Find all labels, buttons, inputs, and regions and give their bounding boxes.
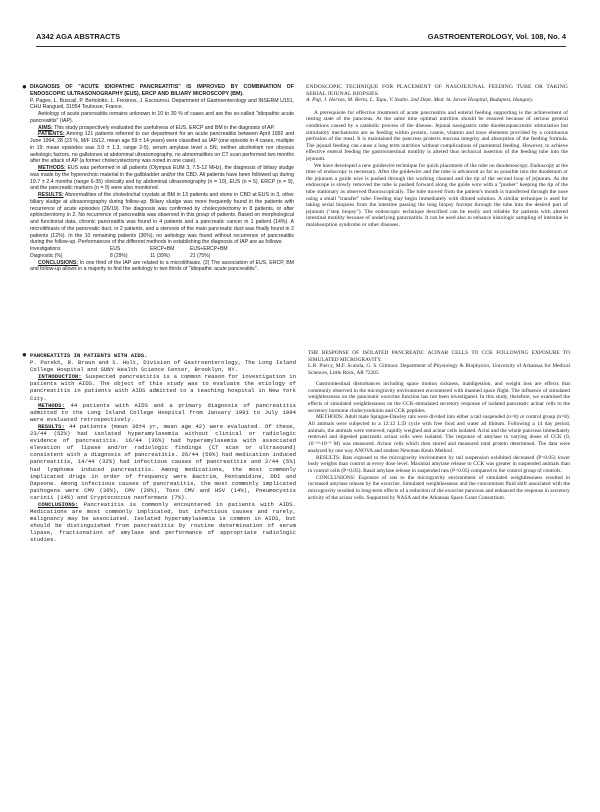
table-cell: Investigations <box>30 246 61 252</box>
abstract-section-conclusions <box>30 260 294 274</box>
abstract-paragraph: We have developed a new guidewire technique for quick placement of the tube on duodenoscopy. Endoscopy at the time of endoscopy is necessary. After the guidewire and the tube is advanced as far as possible into the duodenum or the jejunum a guide wire is pushed through the working channel and the tip of the second loop of jejunum. As the endoscope is slowly removed the tube is pushed forward along the guide wire with a "pusher" keeping the tip of the tube stationary as observed fluoroscopically. The tube moved from the patient's mouth is transferred through the nose using a small "transfer" tube. Feeding may begin immediately with diluted solution. A similar technique is used for taking serial biopsies from the intestine passing the long biopsy forceps through the tube into the desired part of jejunum ("step biopsy"). The endoscopic technique described can be easily and reliable for patients with altered intestinal motility because of underlying pancreatitis. It can be used also to enhance histologic sampling of intestine in malabsorption syndrome or other diseases. <box>306 162 568 228</box>
section-text: Suspected pancreatitis is a common reason for investigation in patients with AIDS. The object of this study was to evaluate the etiology of pancreatitis in patients with AIDS admitted to a teaching hospital in New York City. <box>30 373 296 402</box>
abstract-paragraph: A prerequisite for effective treatment of acute pancreatitis and enteral feeding supporting is the achievement of resting state of the pancreas. At the same time optimal nutrition should be ensured because of serious general conditions caused by a catabolic process of the disease. Jejunal nasogastric tube duodenopancreatic stimulation but simulatory mechanisms are as feeding within protein, casein, vitamin and trace elements provided by a continuous perfusion of the meal. It is maintained the pancreas protects mucosa integrity and absorption of the feeding formula. The jejunal feeding can cause a long term nutrition without complications of parenteral feeding. However, to achieve effective enteral feeding the gastrointestinal motility is altered thus technical insertion of the feeding tube into the jejunum. <box>306 109 568 162</box>
abstract-paragraph: RESULTS: Rats exposed to the microgravity environment by tail suspension exhibited decreased (P<0.05) lower body weights than control at every dose level. Maximal amylase release to CCK was greater in suspended animals than in control cells (P<0.05). Basal amylase release in suspended rats (P<0.05) compared to the control group of controls. <box>308 454 570 474</box>
table-cell: EUS+ERCP+BM <box>190 246 228 252</box>
section-text: Among 121 patients referred to our department for an acute pancreatitis between April 1992 and June 1994, 28 (23 %, M/F 16/12, mean age 59 ± 14 years) were classified as IAP (one episode in 4 cases, multiple in 19; mean episodes was 3.0 ± 1.3, range 2-5), serum amylase level ≥ 5N, neither alcoholism nor obvious aetiologic factors, no gallstones at abdominal ultrasonography, no abnormalities on CT scan performed two months after the attack of AP (a former cholecystectomy was noted in one case). <box>30 131 294 165</box>
abstract-section-patients <box>30 131 294 165</box>
section-label: AIMS: <box>38 124 53 131</box>
abstract-body <box>306 110 568 229</box>
abstract-title: THE RESPONSE OF ISOLATED PANCREATIC ACINAR CELLS TO CCK FOLLOWING EXPOSURE TO SIMULATED MICROGRAVITY. <box>308 350 570 363</box>
abstract-paragraph: METHODS: Adult male Sprague-Dawley rats were divided into either a tail suspended (n=8) or control group (n=8). All animals were subjected to a 12:12 L:D cycle with free food and water ad libitum. Following a 14 day period, animals, the animals were removed, rapidly weighed and acinar cells isolated. Acini and the whole pancreas immediately removed and digested pancreatic acinar cells were isolated. The response of amylase to varying doses of CCK (0, 10⁻¹³-10⁻⁹ M) was measured. Acinar cells which then stored and measured total protein determined. The data were analyzed by one way ANOVA and student Newman Keuls Method. <box>308 414 570 454</box>
abstract-title: PANCREATITIS IN PATIENTS WITH AIDS. <box>30 352 148 359</box>
results-table <box>30 246 294 260</box>
section-text: This study prospectively evaluated the usefulness of EUS, ERCP and BM in the diagnosis of AP. <box>54 124 275 131</box>
abstract-paragraph: Gastrointestinal disturbances including space motion sickness, maldigestion, and weight loss are effects that commonly observed in the microgravity environment encountered with manned space flight. The influence of simulated weightlessness on the pancreatic exocrine function has not been investigated. In this study, therefore, we examined the effects of simulated weightlessness on the CCK-stimulated secretory response of isolated pancreatic acinar cells to the secretory hormone cholecystokinin and CCK peptides. <box>308 380 570 414</box>
abstract-intro: Aetiology of acute pancreatitis remains unknown in 10 to 30 % of cases and are the so-called "idiopathic acute pancreatitis" (IAP). <box>30 111 294 124</box>
abstract-body <box>308 381 570 502</box>
abstract-section-introduction <box>30 373 296 401</box>
section-text: Abnormalities of the choledochal crystals at BM in 13 patients and stone in CBD at EUS in 3, other biliary sludge at ultrasonography during follow-up. Biliary sludge was more frequently found in the patients with recurrence of acute episodes (26/19). The diagnosis was confirmed by cholecystectomy in 8 patients, or after sphincterotomy in 2. No recurrence of pancreatitis was observed in this group of patients. Based on morphological and functional data, chronic pancreatitis was found in 4 patients and a pancreatic cancer in 1 patient (14%). A microlithiasis of the pancreatic duct, in 2 patients, and a stenosis of the main pancreatic duct was finally found in 2 patients (12%). In the 10 remaining patients (36%), no aetiology was found without recurrence of pancreatitis during the follow-up. Performances of the different methods in establishing the diagnosis of IAP are as follows: <box>30 192 294 246</box>
abstract-content <box>30 84 294 334</box>
abstract-section-aims <box>30 125 294 132</box>
table-cell: 11 (39%) <box>150 252 170 259</box>
abstract-section-methods <box>30 165 294 192</box>
section-text: In one third of the IAP are related to a microlithiasis. (2) The association of EUS, ERCP, BM and follow-up allows in a majority to find the aetiology in two thirds of "idiopathic acute pancreatitis". <box>30 259 294 273</box>
abstract-content <box>30 352 296 776</box>
table-cell: ERCP+BM <box>150 246 175 252</box>
table-cell: 21 (75%) <box>190 252 211 259</box>
section-text: 44 patients (mean 36±4 yr, mean age 42) were evaluated. Of these, 23/44 (52%) had isolated hyperamylasemia without clinical or radiologic evidence of pancreatitis. 16/44 (36%) had hyperamylasemia with associated elevation of lipase and/or radiologic findings (CT scan or ultrasound) consistent with a diagnosis of pancreatitis. 26/44 (59%) had medication induced pancreatitis, 14/44 (32%) had infectious causes of pancreatitis and 2/44 (5%) had lymphoma induced pancreatitis. Among medications, the most commonly implicated drugs in order of frequency were Bactrim, Pentamidine, DDI and Dapsone. Among infectious causes of pancreatitis, the most commonly implicated pathogens were CMV (36%), CMV (28%), Toxo CMV and HSV (14%), Pneumocystis carinii (14%) and Cryptococcus neoformans (7%). <box>30 422 296 501</box>
abstract-nasojejunal-feeding-tube <box>306 84 568 362</box>
section-label: CONCLUSIONS: <box>38 500 79 508</box>
section-text: 44 patients with AIDS and a primary diagnosis of pancreatitis admitted to the Long Island College Hospital from January 1991 to July 1994 were evaluated retrospectively. <box>30 401 296 423</box>
abstract-microgravity-acinar-cells <box>308 350 570 790</box>
abstract-body <box>30 111 294 273</box>
abstract-authors: L.R. Piercy, M.F. Scaiola, G. S. Gilmour. Department of Physiology & Biophysics, University of Arkansas for Medical Sciences, Little Rock, AR 72205 <box>308 363 570 377</box>
abstract-authors: P. Pages, L. Buscail, P. Bertolotto, L. Frexinos, J. Escourrou. Department of Gastroenterology and INSERM U151, CHU Rangueil, 31054 Toulouse, France. <box>30 97 294 111</box>
section-label: RESULTS: <box>38 422 65 430</box>
section-text: Pancreatitis is commonly encountered in patients with AIDS. Medications are most commonly implicated, but infectious causes and rarely, malignancy may be associated. Isolated hyperamylasemia is common in AIDS, but should be distinguished from pancreatitis by routine determination of serum lipase, fractionation of amylase and performance of appropriate radiologic studies. <box>30 500 296 544</box>
abstract-diagnosis-idiopathic-pancreatitis <box>22 82 294 334</box>
table-cell: 8 (29%) <box>110 252 128 259</box>
section-label: METHODS: <box>38 165 66 171</box>
abstract-authors: P. Parekh, R. Braun and S. Holt, Division of Gastroenterology, The Long Island College Hospital and SUNY Health Science Center, Brooklyn, NY. <box>30 359 296 374</box>
abstract-section-results <box>30 423 296 501</box>
section-text: EUS was performed in all patients (Olympus EUM 3, 7.5-12 MHz), the diagnosis of biliary sludge was made by the hyperechoic material in the gallbladder and/or the CBD. All patients have been followed up during 19.7 ± 2.4 months (range 6-35) clinically and by abdominal ultrasonography (n = 10), EUS (n = 5), ERCP (n = 9), and the pancreatic markers (n = 9) were also monitored. <box>30 165 294 192</box>
page-header <box>36 32 566 44</box>
section-label: METHODS: <box>38 401 65 409</box>
bullet-icon: ● <box>22 351 27 360</box>
abstract-body <box>30 373 296 543</box>
abstract-title: ENDOSCOPIC TECHNIQUE FOR PLACEMENT OF NASOJEJUNAL FEEDING TUBE OR TAKING SERIAL JEJUNAL BIOPSIES. <box>306 84 568 97</box>
abstract-authors: A. Pap, J. Hervas, M. Berta, L. Tapu, V. Szabo. 2nd Dept. Med. St. Istvan Hospital, Budapest, Hungary. <box>306 97 534 104</box>
section-label: PATIENTS: <box>38 131 65 138</box>
abstract-section-methods <box>30 402 296 423</box>
header-rule <box>36 46 566 47</box>
abstract-paragraph: CONCLUSIONS: Exposure of rats to the microgravity environment of simulated weightlessness resulted in increased amylase release by the exocrine. Simulated weightlessness and the concomitant fluid shift associated with the microgravity resulted in long-term effects of a reduction of the exocrine pancreas and enhanced the response in secretory activity of the acinar cells. Supported by NASA and the Arkansas Space Grant Consortium. <box>308 474 570 501</box>
table-cell: EUS <box>110 246 121 252</box>
abstract-section-results <box>30 192 294 246</box>
abstract-pancreatitis-aids <box>22 351 296 776</box>
journal-citation: GASTROENTEROLOGY, Vol. 108, No. 4 <box>427 32 566 41</box>
section-label: CONCLUSIONS: <box>38 259 79 266</box>
section-label: RESULTS: <box>38 192 64 198</box>
table-cell: Diagnostic (%) <box>30 252 63 259</box>
abstract-title: DIAGNOSIS OF "ACUTE IDIOPATHIC PANCREATITIS" IS IMPROVED BY COMBINATION OF ENDOSCOPIC ULTRASONOGRAPHY (EUS), ERCP AND BILIARY MICROSCOPY (BM). <box>30 84 294 97</box>
abstract-section-conclusions <box>30 501 296 544</box>
section-label: INTRODUCTION: <box>38 373 82 381</box>
page-label: A342 AGA ABSTRACTS <box>36 32 121 41</box>
bullet-icon: ● <box>22 82 27 91</box>
